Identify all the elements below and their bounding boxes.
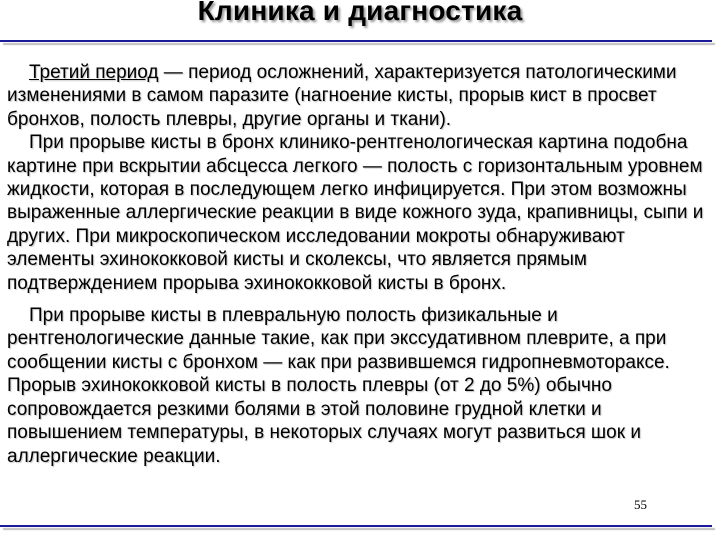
paragraph-pleura-rupture: При прорыве кисты в плевральную полость физикальные и рентгенологические данные такие, как при экссудативном плеврите, а при сообщении кисты с бронхом — как при развившемся гидропневмотораксе. Прорыв эхинококковой кисты в полость плевры (от 2 до 5%) обычно сопровождается резкими болями в этой половине грудной клетки и повышением температуры, в некоторых случаях могут развиться шок и аллергические реакции. bbox=[7, 305, 670, 467]
title-divider bbox=[0, 40, 712, 42]
page-number: 55 bbox=[634, 497, 647, 512]
period-description: — период осложнений, характеризуется патологическими изменениями в самом паразите (нагноение кисты, прорыв кист в просвет бронхов, полость плевры, другие органы и ткани). bbox=[7, 62, 677, 130]
footer-divider bbox=[0, 525, 712, 527]
slide-body bbox=[7, 61, 707, 468]
paragraph-bronchus-rupture: При прорыве кисты в бронх клинико-рентгенологическая картина подобна картине при вскрытии абсцесса легкого — полость с горизонтальным уровнем жидкости, которая в последующем легко инфицируется. При этом возможны выраженные аллергические реакции в виде кожного зуда, крапивницы, сыпи и других. При микроскопическом исследовании мокроты обнаруживают элементы эхинококковой кисты и сколексы, что является прямым подтверждением прорыва эхинококковой кисты в бронх. bbox=[7, 132, 704, 294]
period-term: Третий период bbox=[29, 62, 159, 83]
slide-title: Клиника и диагностика bbox=[197, 0, 523, 26]
paragraph-period-3 bbox=[7, 61, 707, 131]
